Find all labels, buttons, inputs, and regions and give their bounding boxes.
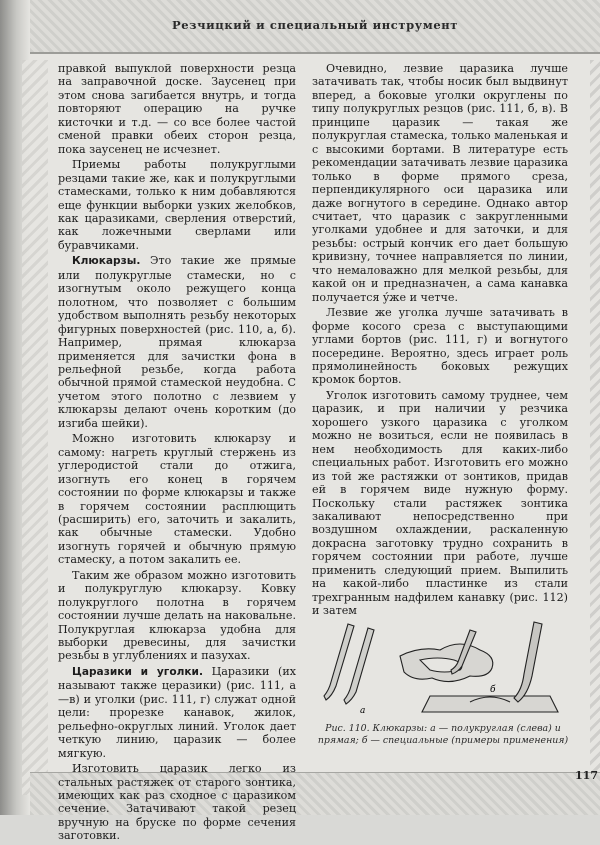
paragraph <box>58 254 296 430</box>
right-text-column <box>312 62 568 620</box>
caption-text: Клюкарзы: а — полукруглая (слева) и прямая; б — специальные (примеры применения) <box>317 723 569 746</box>
klyukarza-tool-a <box>324 624 374 704</box>
paragraph: Можно изготовить клюкарзу и самому: нагреть круглый стержень из углеродистой стали до отжига, изогнуть его конец в горячем состоянии по форме клюкарзы и также в горячем состоянии расплющить (расширить) его, заточить и закалить, как обычные стамески. Удобно изогнуть горячей и обычную прямую стамеску, а потом закалить ее. <box>58 432 296 567</box>
paragraph-text: Царазики (их называют также церазики) (рис. 111, а—в) и уголки (рис. 111, г) служат одной цели: прорезке канавок, жилок, рельефно-округлых линий. Уголок дает четкую линию, царазик — более мягкую. <box>58 664 296 760</box>
page-number: 117 <box>575 769 598 782</box>
left-ornament-border <box>22 60 48 795</box>
paragraph: Приемы работы полукруглыми резцами такие же, как и полукруглыми стамесками, только к ним добавляются еще функции выборки узких желобков, как царазиками, сверления отверстий, как ложечными сверлами или буравчиками. <box>58 158 296 252</box>
paragraph: Очевидно, лезвие царазика лучше затачивать так, чтобы носик был выдвинут вперед, а боковые уголки округлены по типу полукруглых резцов (рис. 111, б, в). В принципе царазик — такая же полукруглая стамеска, только маленькая и с высокими бортами. В литературе есть рекомендации затачивать лезвие царазика только в форме прямого среза, перпендикулярного оси царазика или даже вогнутого в середине. Однако автор считает, что царазик с закругленными уголками удобнее и для заточки, и для резьбы: острый кончик его дает большую кривизну, точнее направляется по линии, что немаловажно для мелкой резьбы, для какой он и предназначен, а сама канавка получается ýже и четче. <box>312 62 568 304</box>
ornamental-header <box>30 0 600 54</box>
figure-110 <box>320 616 568 716</box>
figure-110-drawing <box>320 616 568 716</box>
figure-label-a: а <box>360 706 366 716</box>
caption-label: Рис. 110. <box>325 723 370 734</box>
paragraph: правкой выпуклой поверхности резца на заправочной доске. Заусенец при этом снова загибается внутрь, и тогда повторяют операцию на ручке кисточки и т.д. — со все более частой сменой правки обеих сторон резца, пока заусенец не исчезнет. <box>58 62 296 156</box>
running-head: Резчицкий и специальный инструмент <box>172 18 458 32</box>
section-heading-tsarazik: Царазики и уголки. <box>72 665 203 678</box>
paragraph <box>58 665 296 760</box>
figure-caption <box>316 723 570 747</box>
paragraph: Уголок изготовить самому труднее, чем царазик, и при наличии у резчика хорошего узкого царазика с уголком можно не возиться, если не появилась в нем необходимость для каких-либо специальных работ. Изготовить его можно из той же растяжки от зонтиков, придав ей в горячем виде нужную форму. Поскольку стали растяжек зонтика закаливают непосредственно при воздушном охлаждении, раскаленную докрасна заготовку трудно сохранить в горячем состоянии при работе, лучше применить следующий прием. Выпилить на какой-либо пластинке из стали трехгранным надфилем канавку (рис. 112) и затем <box>312 388 568 618</box>
section-heading-klyukarzy: Клюкарзы. <box>72 255 141 268</box>
figure-label-b: б <box>490 685 496 695</box>
paragraph: Таким же образом можно изготовить и полукруглую клюкарзу. Ковку полукруглого полотна в горячем состоянии лучше делать на наковальне. Полукруглая клюкарза удобна для выборки древесины, для зачистки резьбы в углублениях и пазухах. <box>58 568 296 663</box>
paragraph: Лезвие же уголка лучше затачивать в форме косого среза с выступающими углами бортов (рис. 111, г) и вогнутого посередине. Вероятно, здесь играет роль прямолинейность боковых режущих кромок бортов. <box>312 306 568 387</box>
paragraph-text: Это такие же прямые или полукруглые стамески, но с изогнутым около режущего конца полотном, что позволяет с большим удобством выполнять резьбу некоторых фигурных поверхностей (рис. 110, а, б). Например, прямая клюкарза применяется для зачистки фона в рельефной резьбе, когда работа обычной прямой стамеской неудобна. С учетом этого полотно с лезвием у клюкарзы делают очень коротким (до изгиба шейки). <box>58 254 296 430</box>
paragraph: Изготовить царазик легко из стальных растяжек от старого зонтика, имеющих как раз сходное с царазиком сечение. Затачивают такой резец вручную на бруске по форме сечения заготовки. <box>58 762 296 843</box>
left-text-column <box>58 62 296 845</box>
right-ornament-border <box>590 60 600 795</box>
